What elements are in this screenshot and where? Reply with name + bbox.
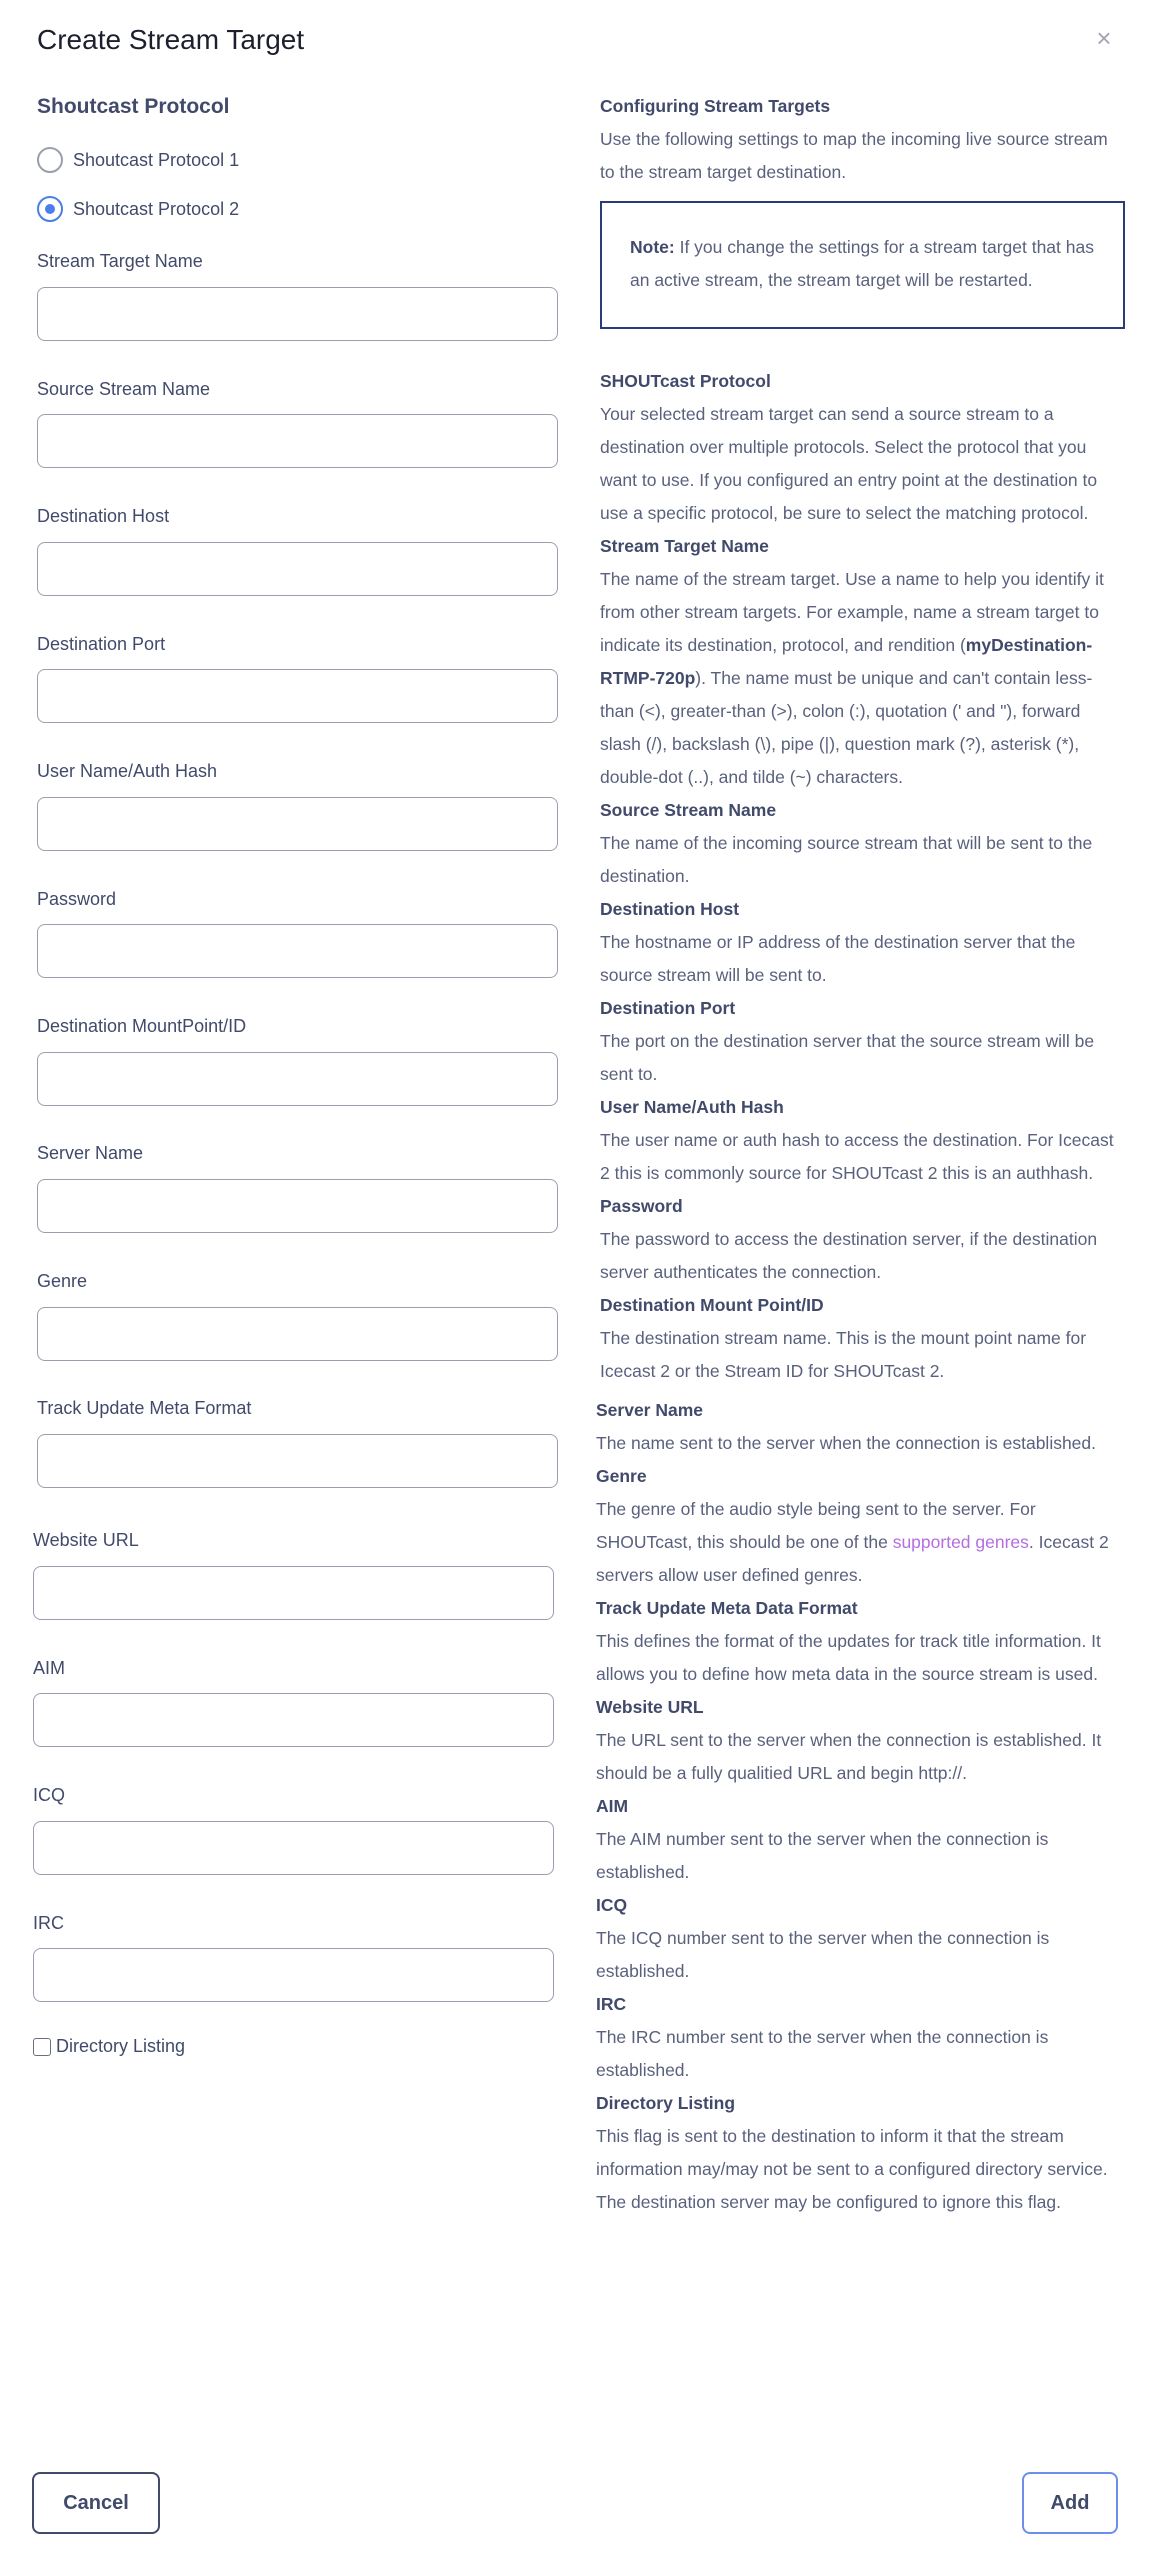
help-password-title: Password xyxy=(600,1196,683,1216)
help-stream-target-name-title: Stream Target Name xyxy=(600,536,769,556)
username-auth-hash-input[interactable] xyxy=(37,797,558,851)
protocol-section-title: Shoutcast Protocol xyxy=(37,95,230,118)
track-update-meta-format-input[interactable] xyxy=(37,1434,558,1488)
help-text-part: . Icecast 2 servers allow user defined genres. xyxy=(596,1532,1109,1585)
help-text-part: The name of the stream target. Use a name to help you identify it from other stream targets. For example, name a stream target to indicate its destination, protocol, and rendition ( xyxy=(600,569,1104,655)
help-text-part: ). The name must be unique and can't contain less-than (<), greater-than (>), colon (:), quotation (' and "), forward slash (/), backslash (\), pipe (|), question mark (?), asterisk (*), double-dot (..), and tilde (~) characters. xyxy=(600,668,1093,787)
genre-input[interactable] xyxy=(37,1307,558,1361)
supported-genres-link[interactable]: supported genres xyxy=(892,1532,1029,1552)
help-aim-text: The AIM number sent to the server when the connection is established. xyxy=(596,1829,1049,1882)
help-protocol-title: SHOUTcast Protocol xyxy=(600,371,771,391)
help-example-name: myDestination-RTMP-720p xyxy=(600,635,1093,688)
help-directory-listing-title: Directory Listing xyxy=(596,2093,736,2113)
icq-label: ICQ xyxy=(33,1785,66,1805)
help-source-stream-name-title: Source Stream Name xyxy=(600,800,777,820)
destination-port-input[interactable] xyxy=(37,669,558,723)
help-text-part: The genre of the audio style being sent to the server. For SHOUTcast, this should be one of the xyxy=(596,1499,1036,1552)
help-destination-port-title: Destination Port xyxy=(600,998,736,1018)
server-name-label: Server Name xyxy=(37,1143,144,1163)
help-panel xyxy=(596,90,1125,2219)
genre-label: Genre xyxy=(37,1271,88,1291)
help-mountpoint-title: Destination Mount Point/ID xyxy=(600,1295,824,1315)
help-server-name-text: The name sent to the server when the connection is established. xyxy=(596,1433,1097,1453)
track-update-meta-format-label: Track Update Meta Format xyxy=(37,1398,252,1418)
help-genre-title: Genre xyxy=(596,1466,647,1486)
stream-target-name-label: Stream Target Name xyxy=(37,251,203,271)
irc-input[interactable] xyxy=(33,1948,554,2002)
help-irc-title: IRC xyxy=(596,1994,627,2014)
radio-label: Shoutcast Protocol 1 xyxy=(73,149,240,170)
password-label: Password xyxy=(37,889,117,909)
help-intro-title: Configuring Stream Targets xyxy=(600,96,831,116)
help-stream-target-name-text xyxy=(600,563,1125,794)
irc-label: IRC xyxy=(33,1913,64,1933)
username-auth-hash-label: User Name/Auth Hash xyxy=(37,761,218,781)
destination-host-input[interactable] xyxy=(37,542,558,596)
radio-label: Shoutcast Protocol 2 xyxy=(73,198,240,219)
help-irc-text: The IRC number sent to the server when the connection is established. xyxy=(596,2027,1049,2080)
icq-input[interactable] xyxy=(33,1821,554,1875)
password-input[interactable] xyxy=(37,924,558,978)
help-username-title: User Name/Auth Hash xyxy=(600,1097,784,1117)
help-username-text: The user name or auth hash to access the destination. For Icecast 2 this is commonly source for SHOUTcast 2 this is an authhash. xyxy=(600,1130,1114,1183)
radio-shoutcast-protocol-2[interactable] xyxy=(37,196,239,222)
website-url-input[interactable] xyxy=(33,1566,554,1620)
help-destination-port-text: The port on the destination server that the source stream will be sent to. xyxy=(600,1031,1095,1084)
note-label: Note: xyxy=(630,237,675,257)
add-button[interactable]: Add xyxy=(1022,2472,1118,2534)
server-name-input[interactable] xyxy=(37,1179,558,1233)
help-lower-section xyxy=(596,1394,1125,2219)
dialog-title: Create Stream Target xyxy=(37,24,305,55)
help-destination-host-title: Destination Host xyxy=(600,899,740,919)
help-icq-title: ICQ xyxy=(596,1895,628,1915)
radio-unchecked-icon[interactable] xyxy=(37,147,63,173)
radio-shoutcast-protocol-1[interactable] xyxy=(37,147,239,173)
destination-mountpoint-input[interactable] xyxy=(37,1052,558,1106)
help-source-stream-name-text: The name of the incoming source stream that will be sent to the destination. xyxy=(600,833,1093,886)
help-aim-title: AIM xyxy=(596,1796,629,1816)
close-icon[interactable]: × xyxy=(1096,23,1112,53)
help-track-update-text: This defines the format of the updates for track title information. It allows you to define how meta data in the source stream is used. xyxy=(596,1631,1101,1684)
help-protocol-text: Your selected stream target can send a source stream to a destination over multiple protocols. Select the protocol that you want to use. If you configured an entry point at the destination to use a specific protocol, be sure to select the matching protocol. xyxy=(600,404,1098,523)
source-stream-name-label: Source Stream Name xyxy=(37,379,211,399)
aim-label: AIM xyxy=(33,1658,66,1678)
destination-port-label: Destination Port xyxy=(37,634,166,654)
destination-mountpoint-label: Destination MountPoint/ID xyxy=(37,1016,247,1036)
help-icq-text: The ICQ number sent to the server when the connection is established. xyxy=(596,1928,1050,1981)
note-text: If you change the settings for a stream target that has an active stream, the stream target will be restarted. xyxy=(630,237,1094,290)
help-directory-listing-text: This flag is sent to the destination to inform it that the stream information may/may not be sent to a configured directory service. The destination server may be configured to ignore this flag. xyxy=(596,2126,1108,2212)
note-box xyxy=(600,201,1125,329)
checkbox-icon[interactable] xyxy=(33,2038,51,2056)
destination-host-label: Destination Host xyxy=(37,506,170,526)
radio-checked-icon[interactable] xyxy=(37,196,63,222)
directory-listing-checkbox[interactable] xyxy=(33,2036,185,2057)
help-destination-host-text: The hostname or IP address of the destination server that the source stream will be sent to. xyxy=(600,932,1076,985)
directory-listing-label: Directory Listing xyxy=(56,2036,186,2056)
help-mountpoint-text: The destination stream name. This is the mount point name for Icecast 2 or the Stream ID for SHOUTcast 2. xyxy=(600,1328,1087,1381)
help-password-text: The password to access the destination server, if the destination server authenticates the connection. xyxy=(600,1229,1098,1282)
help-intro-text: Use the following settings to map the incoming live source stream to the stream target destination. xyxy=(600,129,1108,182)
help-track-update-title: Track Update Meta Data Format xyxy=(596,1598,858,1618)
cancel-button[interactable]: Cancel xyxy=(32,2472,160,2534)
help-website-url-title: Website URL xyxy=(596,1697,704,1717)
help-website-url-text: The URL sent to the server when the connection is established. It should be a fully qualitied URL and begin http://. xyxy=(596,1730,1102,1783)
aim-input[interactable] xyxy=(33,1693,554,1747)
stream-target-name-input[interactable] xyxy=(37,287,558,341)
help-genre-text xyxy=(596,1493,1125,1592)
help-server-name-title: Server Name xyxy=(596,1400,704,1420)
source-stream-name-input[interactable] xyxy=(37,414,558,468)
website-url-label: Website URL xyxy=(33,1530,139,1550)
